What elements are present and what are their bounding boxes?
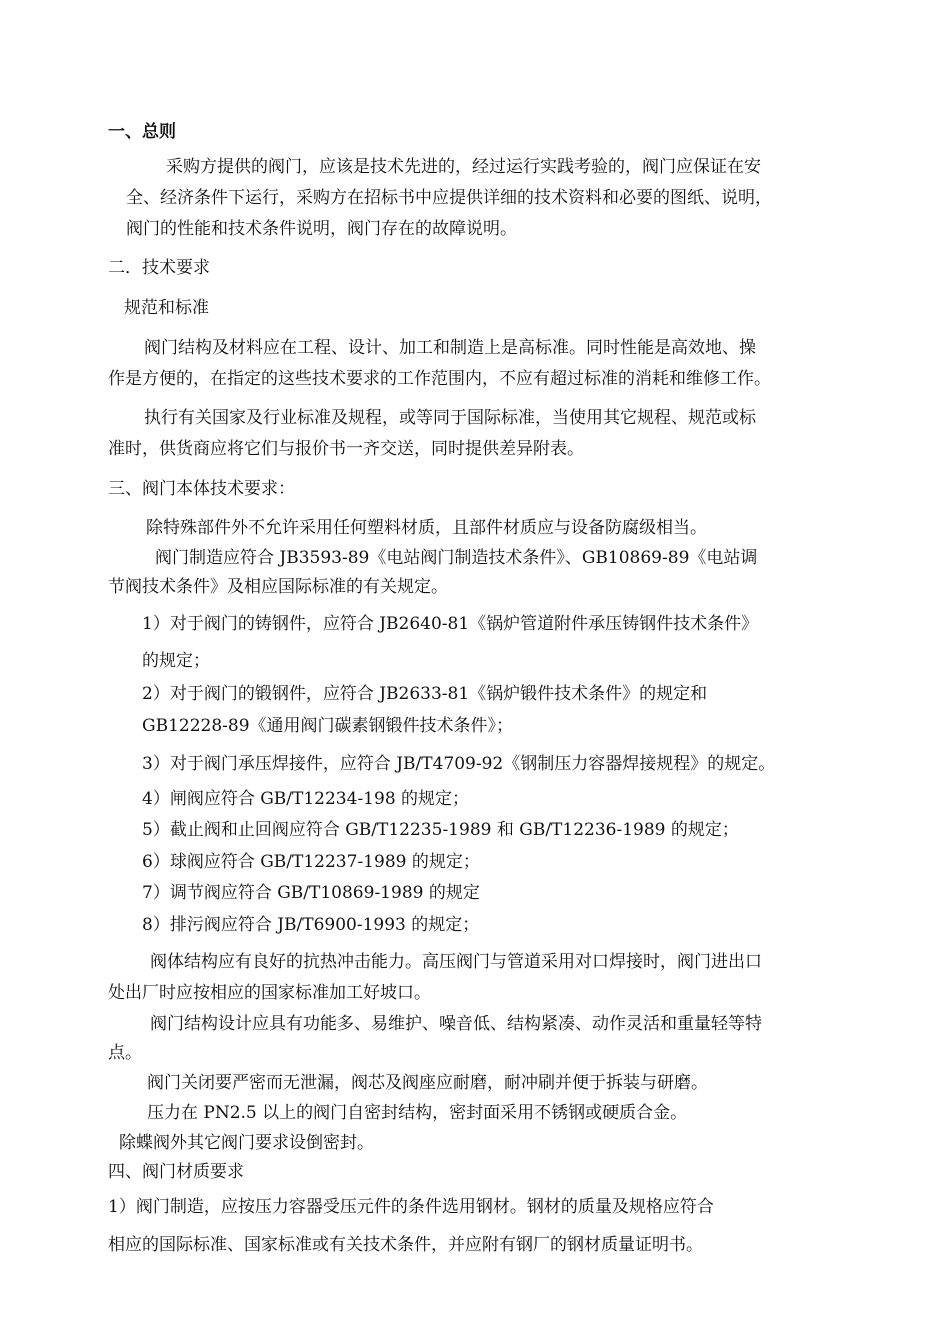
section-heading-general: 一、总则 (108, 122, 176, 142)
paragraph-line: 阀体结构应有良好的抗热冲击能力。高压阀门与管道采用对口焊接时，阀门进出口 (150, 952, 762, 972)
list-item: 1）对于阀门的铸钢件，应符合 JB2640-81《锅炉管道附件承压铸钢件技术条件》 (142, 614, 759, 634)
paragraph-line: 阀门结构设计应具有功能多、易维护、噪音低、结构紧凑、动作灵活和重量轻等特 (150, 1014, 762, 1034)
list-item: 7）调节阀应符合 GB/T10869-1989 的规定 (142, 883, 480, 903)
section-heading-material: 四、阀门材质要求 (108, 1162, 244, 1182)
paragraph-line: 执行有关国家及行业标准及规程，或等同于国际标准，当使用其它规程、规范或标 (144, 408, 756, 428)
paragraph-line: 节阀技术条件》及相应国际标准的有关规定。 (108, 577, 448, 597)
list-item: 6）球阀应符合 GB/T12237-1989 的规定； (142, 852, 480, 872)
list-item: 5）截止阀和止回阀应符合 GB/T12235-1989 和 GB/T12236-1989 的规定； (142, 820, 739, 840)
list-item-continuation: 相应的国际标准、国家标准或有关技术条件，并应附有钢厂的钢材质量证明书。 (108, 1235, 703, 1255)
paragraph-line: 采购方提供的阀门，应该是技术先进的，经过运行实践考验的，阀门应保证在安 (166, 157, 761, 177)
paragraph-line: 阀门制造应符合 JB3593-89《电站阀门制造技术条件》、GB10869-89《电站调 (155, 548, 758, 568)
paragraph-line: 全、经济条件下运行，采购方在招标书中应提供详细的技术资料和必要的图纸、说明， (126, 188, 772, 208)
list-item: 4）闸阀应符合 GB/T12234-198 的规定； (142, 789, 470, 809)
paragraph-line: 除蝶阀外其它阀门要求设倒密封。 (119, 1133, 374, 1153)
list-item: 3）对于阀门承压焊接件，应符合 JB/T4709-92《钢制压力容器焊接规程》的规定。 (142, 754, 776, 774)
paragraph-line: 阀门结构及材料应在工程、设计、加工和制造上是高标准。同时性能是高效地、操 (144, 338, 756, 358)
list-item: 1）阀门制造，应按压力容器受压元件的条件选用钢材。钢材的质量及规格应符合 (108, 1197, 714, 1217)
paragraph-line: 处出厂时应按相应的国家标准加工好坡口。 (108, 983, 431, 1003)
list-item: 8）排污阀应符合 JB/T6900-1993 的规定； (142, 915, 480, 935)
section-heading-body: 三、阀门本体技术要求： (108, 479, 295, 499)
paragraph-line: 作是方便的，在指定的这些技术要求的工作范围内，不应有超过标准的消耗和维修工作。 (108, 369, 771, 389)
section-heading-technical: 二．技术要求 (108, 258, 210, 278)
paragraph-line: 阀门关闭要严密而无泄漏，阀芯及阀座应耐磨，耐冲刷并便于拆装与研磨。 (147, 1073, 708, 1093)
paragraph-line: 除特殊部件外不允许采用任何塑料材质，且部件材质应与设备防腐级相当。 (146, 518, 707, 538)
subheading-standards: 规范和标准 (124, 298, 209, 318)
list-item-continuation: GB12228-89《通用阀门碳素钢锻件技术条件》； (142, 716, 514, 736)
paragraph-line: 准时，供货商应将它们与报价书一齐交送，同时提供差异附表。 (108, 439, 584, 459)
list-item: 2）对于阀门的锻钢件，应符合 JB2633-81《锅炉锻件技术条件》的规定和 (142, 684, 708, 704)
list-item-continuation: 的规定； (142, 651, 210, 671)
paragraph-line: 阀门的性能和技术条件说明，阀门存在的故障说明。 (126, 219, 517, 239)
paragraph-line: 压力在 PN2.5 以上的阀门自密封结构，密封面采用不锈钢或硬质合金。 (147, 1103, 688, 1123)
paragraph-line: 点。 (108, 1043, 142, 1063)
